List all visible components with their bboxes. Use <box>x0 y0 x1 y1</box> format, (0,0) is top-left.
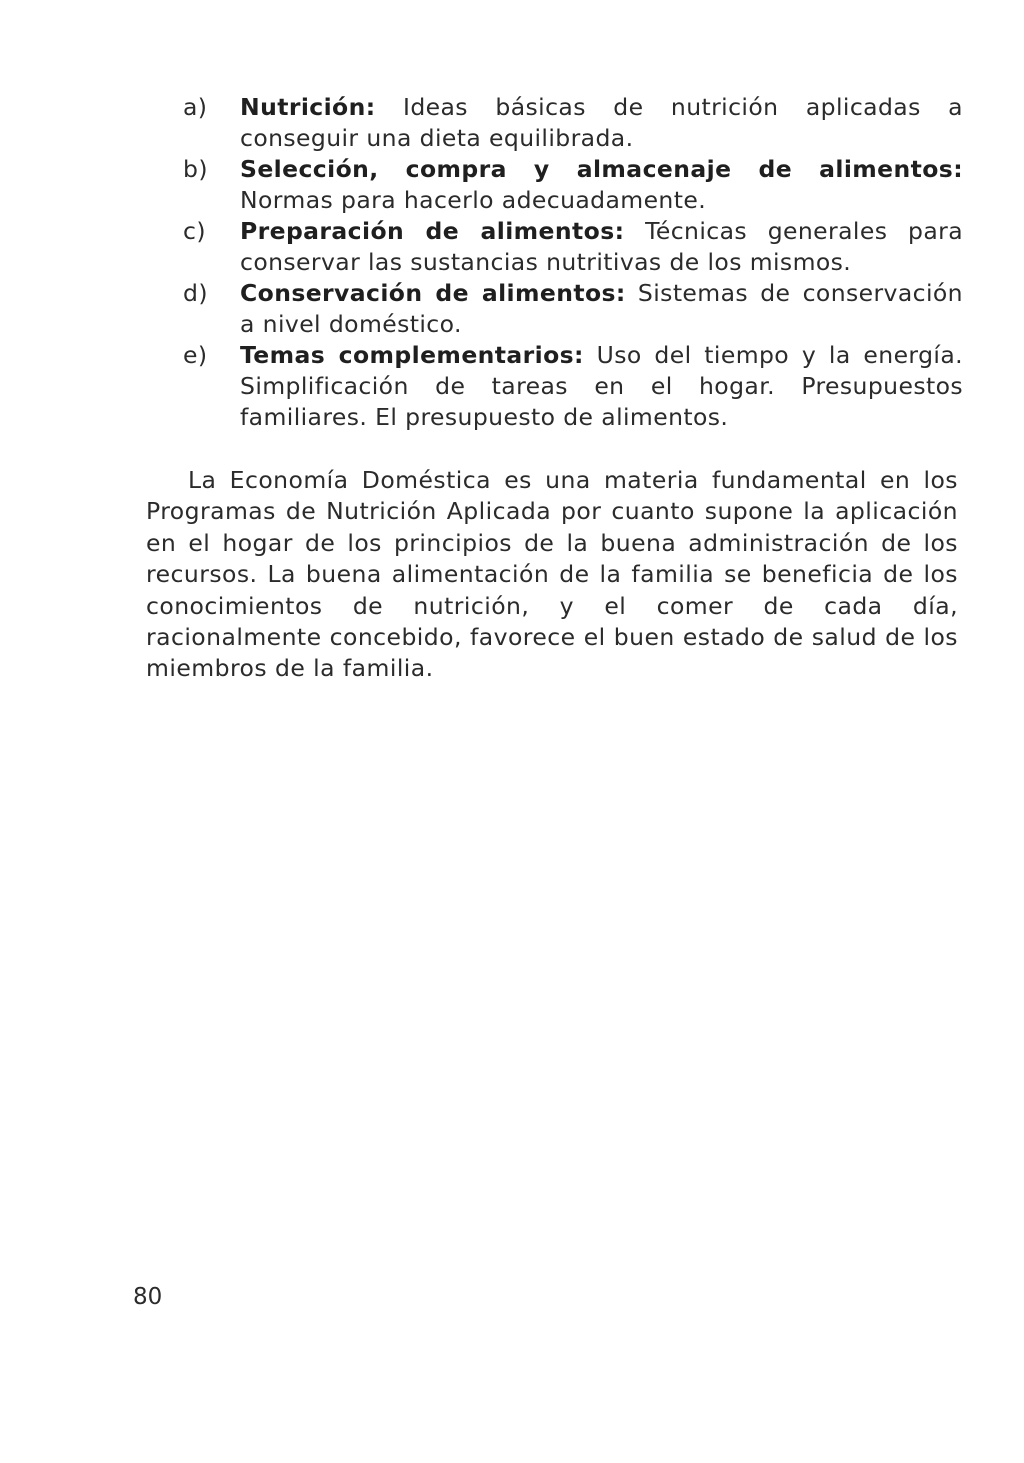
topic-list <box>183 92 963 433</box>
list-marker: c) <box>183 217 206 245</box>
list-item-term: Conservación de alimentos: <box>240 279 626 307</box>
list-item-term: Selección, compra y almacenaje de alimentos: <box>240 155 963 183</box>
list-item <box>183 216 963 278</box>
page-number: 80 <box>133 1284 163 1310</box>
list-marker: d) <box>183 279 208 307</box>
body-paragraph: La Economía Doméstica es una materia fundamental en los Programas de Nutrición Aplicada por cuanto supone la aplicación en el hogar de los principios de la buena administración de los recursos. La buena alimentación de la familia se beneficia de los conocimientos de nutrición, y el comer de cada día, racionalmente concebido, favorece el buen estado de salud de los miembros de la familia. <box>146 466 958 683</box>
list-item-term: Nutrición: <box>240 93 376 121</box>
list-item-term: Preparación de alimentos: <box>240 217 625 245</box>
list-marker: e) <box>183 341 208 369</box>
list-marker: a) <box>183 93 208 121</box>
list-item <box>183 154 963 216</box>
list-item <box>183 92 963 154</box>
list-item-text: Ideas básicas de nutrición aplicadas a conseguir una dieta equilibrada. <box>240 93 963 152</box>
list-item <box>183 278 963 340</box>
list-item <box>183 340 963 433</box>
list-item-text: Normas para hacerlo adecuadamente. <box>240 186 707 214</box>
list-item-text: Uso del tiempo y la energía. Simplificación de tareas en el hogar. Presupuestos familiares. El presupuesto de alimentos. <box>240 341 963 431</box>
list-item-text: Técnicas generales para conservar las sustancias nutritivas de los mismos. <box>240 217 964 276</box>
list-item-term: Temas complementarios: <box>240 341 584 369</box>
list-marker: b) <box>183 155 208 183</box>
list-item-text: Sistemas de conservación a nivel doméstico. <box>240 279 963 338</box>
